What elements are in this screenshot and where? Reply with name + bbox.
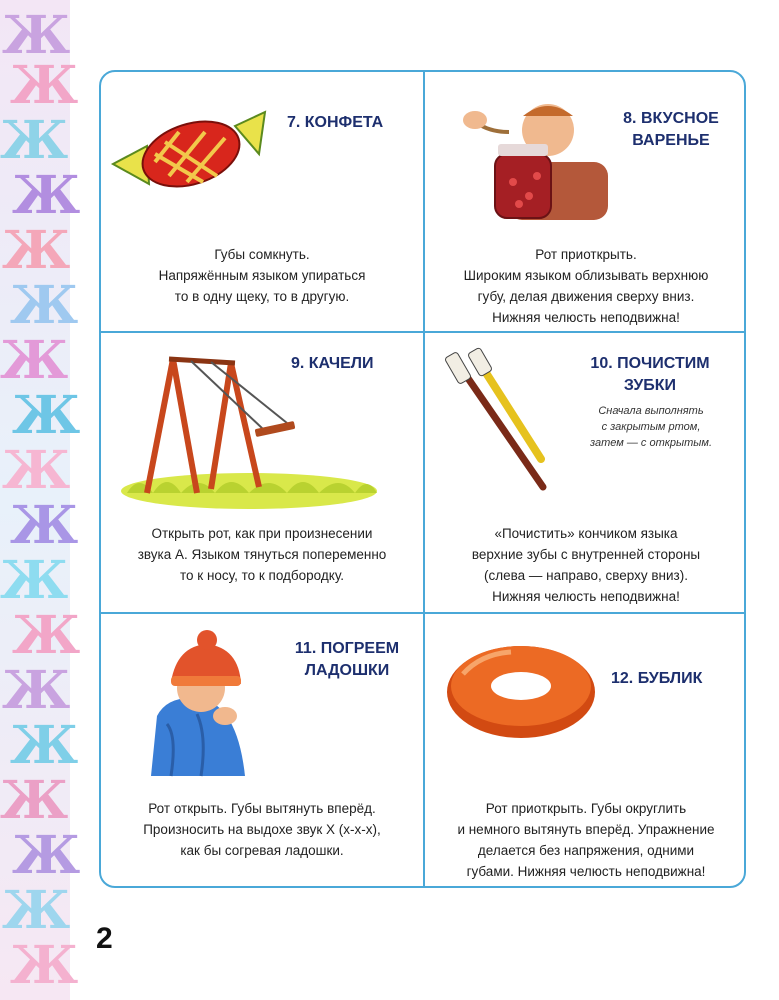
exercise-description: Открыть рот, как при произнесении звука А. Языком тянуться попеременно то к носу, то к подбородку. — [137, 526, 387, 583]
side-letter: Ж — [0, 770, 69, 831]
exercise-note: Сначала выполнять с закрытым ртом, затем — с открытым. — [589, 405, 712, 449]
side-letter: Ж — [10, 715, 79, 776]
exercise-title: 9. КАЧЕЛИ — [291, 355, 374, 372]
child-warming-hands-illustration — [137, 626, 257, 776]
exercise-title: 10. ПОЧИСТИМ ЗУБКИ — [590, 355, 710, 394]
side-letter: Ж — [0, 550, 69, 611]
exercise-title: 12. БУБЛИК — [611, 670, 703, 687]
side-letter: Ж — [12, 825, 81, 886]
exercise-description: Губы сомкнуть. Напряжённым языком упираться то в одну щеку, то в другую. — [158, 247, 366, 304]
exercise-description: Рот приоткрыть. Губы округлить и немного вытянуть вперёд. Упражнение делается без напряжения, одними губами. Нижняя челюсть неподвижна! — [457, 801, 715, 879]
side-letter: Ж — [0, 330, 69, 391]
child-with-jam-illustration — [453, 92, 623, 222]
exercise-grid — [99, 70, 746, 888]
exercise-title: 11. ПОГРЕЕМ ЛАДОШКИ — [294, 640, 400, 679]
side-letter: Ж — [10, 275, 79, 336]
exercise-card-warm-hands — [101, 614, 423, 890]
side-letter: Ж — [12, 165, 81, 226]
side-letter: Ж — [12, 385, 81, 446]
side-letter: Ж — [10, 935, 79, 996]
exercise-card-brush-teeth — [425, 333, 747, 612]
exercise-card-jam — [425, 72, 747, 331]
exercise-card-bagel — [425, 614, 747, 890]
exercise-title: 7. КОНФЕТА — [287, 114, 384, 131]
candy-illustration — [109, 102, 269, 212]
toothbrush-illustration — [443, 347, 553, 497]
side-letter: Ж — [2, 440, 71, 501]
side-letter: Ж — [12, 605, 81, 666]
bagel-illustration — [441, 636, 601, 746]
exercise-card-candy — [101, 72, 423, 331]
page-number: 2 — [96, 922, 113, 955]
exercise-description: Рот приоткрыть. Широким языком облизывать верхнюю губу, делая движения сверху вниз. Нижняя челюсть неподвижна! — [463, 247, 709, 325]
side-letter: Ж — [2, 220, 71, 281]
exercise-description: Рот открыть. Губы вытянуть вперёд. Произносить на выдохе звук Х (х-х-х), как бы согревая ладошки. — [143, 801, 381, 858]
exercise-description: «Почистить» кончиком языка верхние зубы с внутренней стороны (слева — направо, сверху вниз). Нижняя челюсть неподвижна! — [471, 526, 701, 604]
side-letter: Ж — [2, 880, 71, 941]
side-letter: Ж — [10, 495, 79, 556]
side-letter: Ж — [2, 660, 71, 721]
side-letter: Ж — [0, 110, 69, 171]
side-letter: Ж — [10, 55, 79, 116]
side-letter: Ж — [2, 5, 71, 66]
exercise-title: 8. ВКУСНОЕ ВАРЕНЬЕ — [623, 110, 719, 149]
exercise-card-swing — [101, 333, 423, 612]
decorative-letter-strip — [0, 0, 81, 1000]
